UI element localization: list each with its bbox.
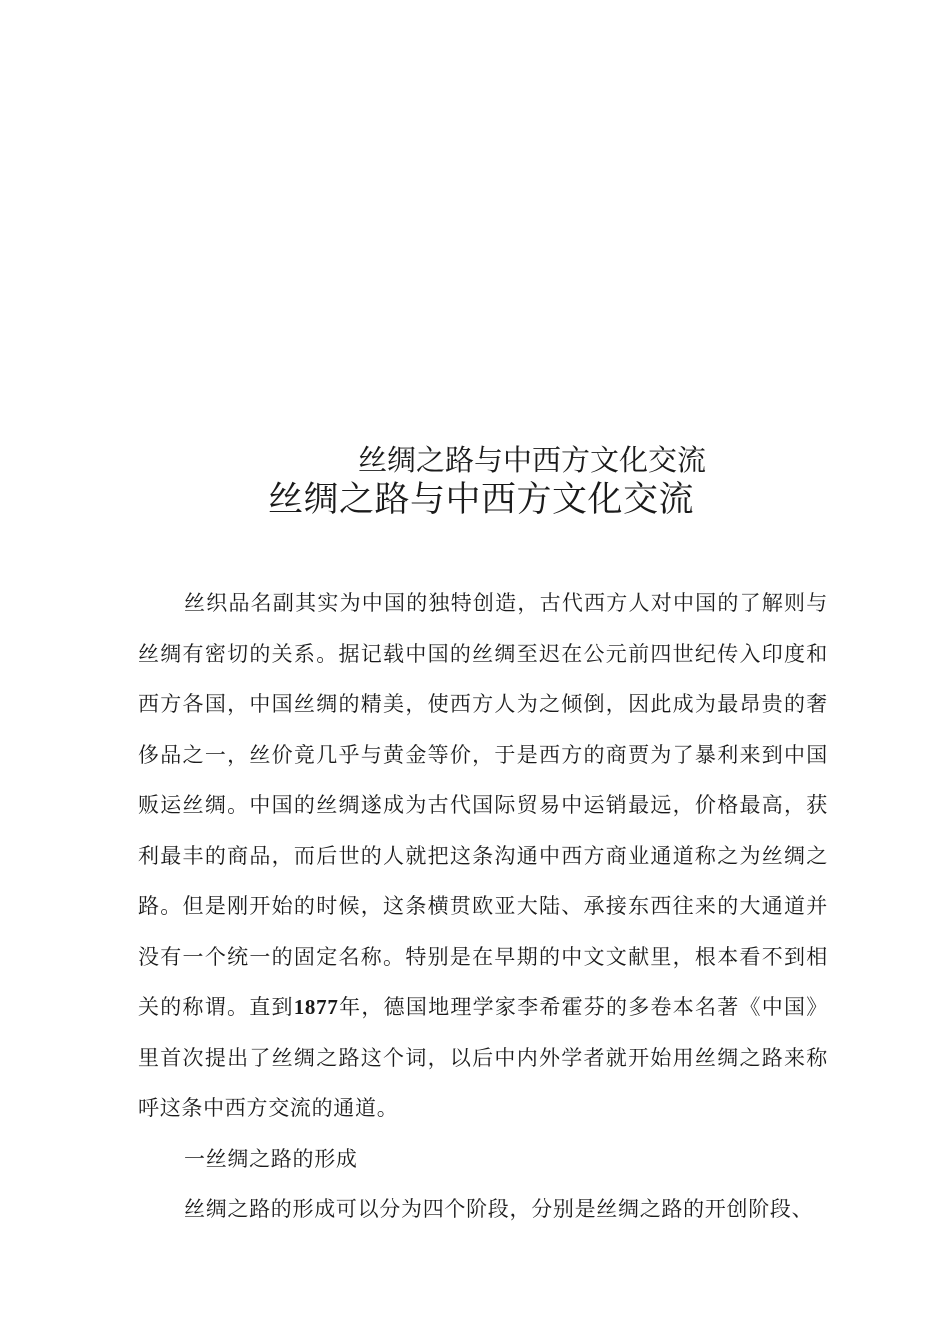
paragraph-formation: 丝绸之路的形成可以分为四个阶段，分别是丝绸之路的开创阶段、 (184, 1197, 814, 1221)
section-heading: 一丝绸之路的形成 (184, 1146, 358, 1171)
paragraph-intro (138, 578, 828, 1134)
document-title-small: 丝绸之路与中西方文化交流 (358, 443, 707, 477)
document-body (138, 578, 828, 1235)
document-title-large: 丝绸之路与中西方文化交流 (268, 480, 695, 520)
paragraph-intro-text-2: 年，德国地理学家李希霍芬的多卷本名著《中国》里首次提出了丝绸之路这个词，以后中内外学者就开始用丝绸之路来称呼这条中西方交流的通道。 (138, 995, 828, 1120)
paragraph-intro-text-1: 丝织品名副其实为中国的独特创造，古代西方人对中国的了解则与丝绸有密切的关系。据记载中国的丝绸至迟在公元前四世纪传入印度和西方各国，中国丝绸的精美，使西方人为之倾倒，因此成为最昂贵的奢侈品之一，丝价竟几乎与黄金等价，于是西方的商贾为了暴利来到中国贩运丝绸。中国的丝绸遂成为古代国际贸易中运销最远，价格最高，获利最丰的商品，而后世的人就把这条沟通中西方商业通道称之为丝绸之路。但是刚开始的时候，这条横贯欧亚大陆、承接东西往来的大通道并没有一个统一的固定名称。特别是在早期的中文文献里，根本看不到相关的称谓。直到 (138, 591, 828, 1019)
paragraph-intro-year: 1877 (293, 995, 339, 1019)
